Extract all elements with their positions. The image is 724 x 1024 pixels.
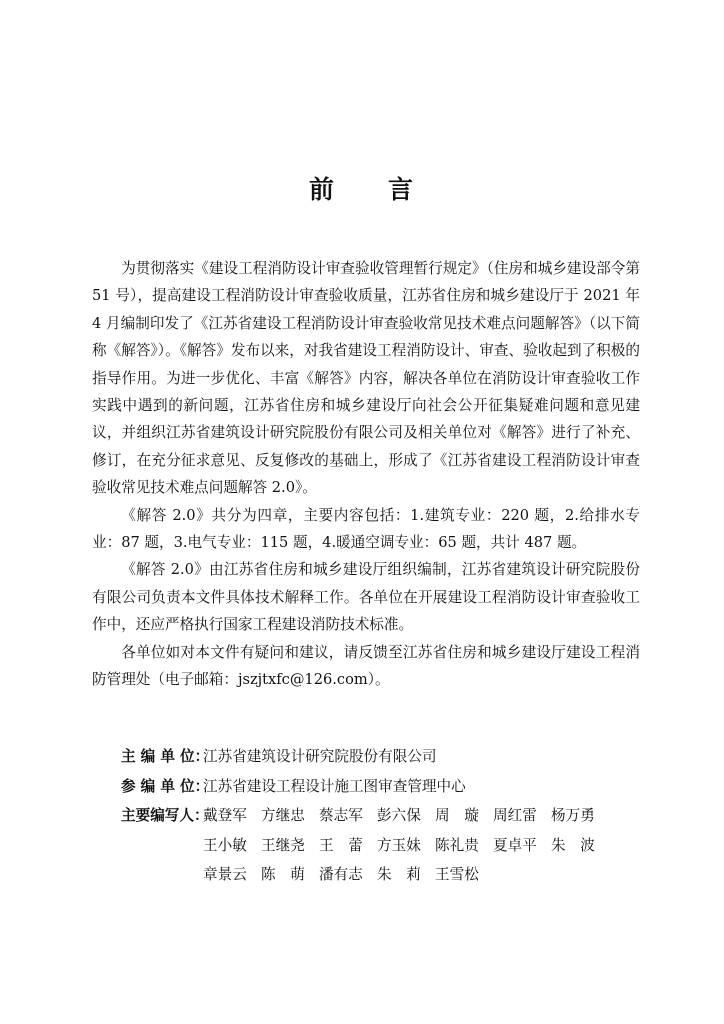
paragraph-2: 《解答 2.0》共分为四章，主要内容包括：1.建筑专业：220 题，2.给排水专业：87 题，3.电气专业：115 题，4.暖通空调专业：65 题，共计 487 题。 — [92, 506, 640, 552]
authors-list — [203, 801, 623, 890]
authors-row — [121, 801, 623, 890]
author-name: 蔡志军 — [319, 807, 363, 824]
paragraph-3: 《解答 2.0》由江苏省住房和城乡建设厅组织编制，江苏省建筑设计研究院股份有限公司负责本文件具体技术解释工作。各单位在开展建设工程消防设计审查验收工作中，还应严格执行国家工程建设消防技术标准。 — [92, 561, 640, 634]
co-editor-value: 江苏省建设工程设计施工图审查管理中心 — [203, 777, 466, 795]
author-name: 方继忠 — [261, 807, 305, 824]
author-name: 方玉妹 — [377, 836, 421, 854]
paragraph-4: 各单位如对本文件有疑问和建议，请反馈至江苏省住房和城乡建设厅建设工程消防管理处（电子邮箱：jszjtxfc@126.com）。 — [92, 643, 640, 689]
author-name: 夏卓平 — [493, 836, 537, 854]
title-char-1: 前 — [308, 175, 336, 204]
author-name: 朱 莉 — [377, 866, 421, 883]
credits-block — [121, 742, 623, 890]
authors-label: 主要编写人： — [121, 807, 209, 824]
author-name: 周 璇 — [435, 807, 479, 824]
author-name: 王小敏 — [203, 836, 247, 854]
author-name: 王继尧 — [261, 836, 305, 854]
author-name: 陈 萌 — [261, 866, 305, 883]
author-name: 彭六保 — [377, 807, 421, 824]
preface-body — [92, 255, 640, 694]
author-name: 杨万勇 — [551, 807, 595, 824]
page-title — [0, 170, 724, 206]
co-editor-row — [121, 772, 623, 802]
paragraph-1: 为贯彻落实《建设工程消防设计审查验收管理暂行规定》（住房和城乡建设部令第 51 号），提高建设工程消防设计审查验收质量，江苏省住房和城乡建设厅于 2021 年 4 月编制印发了《江苏省建设工程消防设计审查验收常见技术难点问题解答》（以下简称《解答》）。《解答》发布以来，对我省建设工程消防设计、审查、验收起到了积极的指导作用。为进一步优化、丰富《解答》内容，解决各单位在消防设计审查验收工作实践中遇到的新问题，江苏省住房和城乡建设厅向社会公开征集疑难问题和意见建议，并组织江苏省建筑设计研究院股份有限公司及相关单位对《解答》进行了补充、修订，在充分征求意见、反复修改的基础上，形成了《江苏省建设工程消防设计审查验收常见技术难点问题解答 2.0》。 — [92, 260, 640, 497]
author-name: 章景云 — [203, 866, 247, 883]
author-name: 潘有志 — [319, 866, 363, 883]
author-name: 王 蕾 — [319, 836, 363, 854]
author-name: 陈礼贵 — [435, 836, 479, 854]
title-char-2: 言 — [388, 175, 416, 204]
author-name: 戴登军 — [203, 807, 247, 824]
chief-editor-value: 江苏省建筑设计研究院股份有限公司 — [203, 748, 437, 765]
author-name: 周红雷 — [493, 807, 537, 824]
author-name: 朱 波 — [551, 836, 595, 854]
chief-editor-row — [121, 742, 623, 772]
co-editor-label: 参 编 单 位： — [121, 777, 210, 795]
chief-editor-label: 主 编 单 位： — [121, 748, 210, 765]
author-name: 王雪松 — [435, 866, 479, 883]
